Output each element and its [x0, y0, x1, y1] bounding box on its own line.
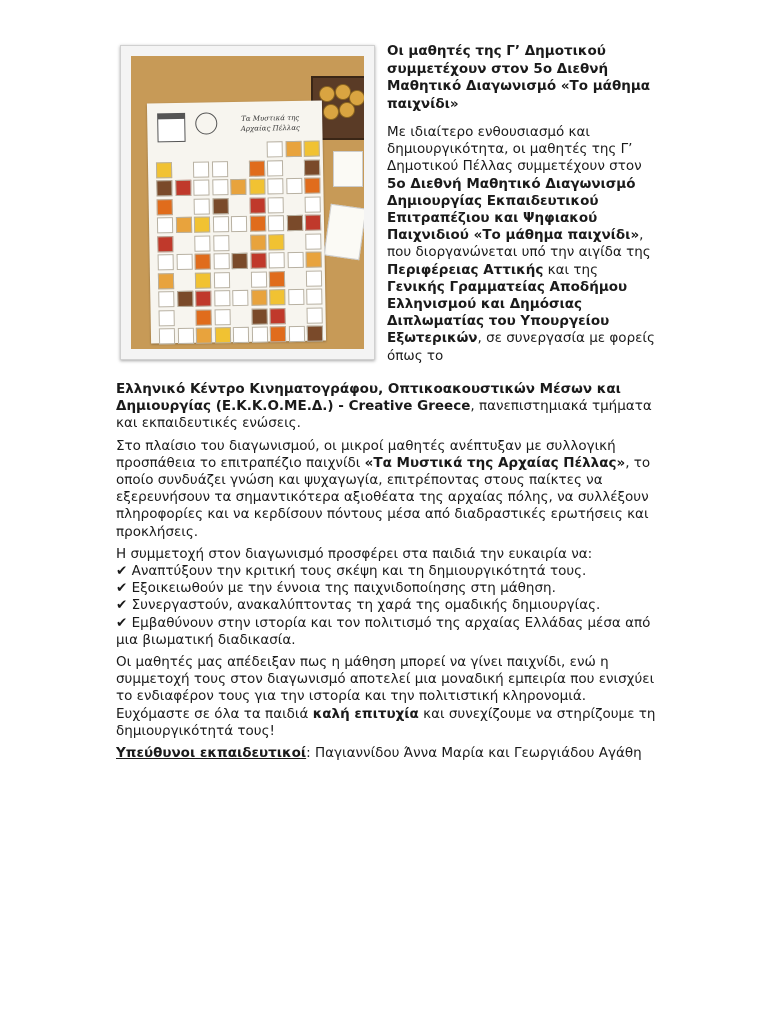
benefit-item: ✔ Αναπτύξουν την κριτική τους σκέψη και τη δημιουργικότητά τους.: [116, 563, 587, 580]
board-square: [268, 215, 284, 231]
board-square: [213, 253, 229, 269]
intro-paragraph-start: Με ιδιαίτερο ενθουσιασμό και δημιουργικότητα, οι μαθητές της Γ’ Δημοτικού Πέλλας συμμετέχουν στον 5ο Διεθνή Μαθητικό Διαγωνισμό Δημιουργίας Εκπαιδευτικού Επιτραπέζιου και Ψηφιακού Παιχνιδιού «Το μάθημα παιχνίδι», που διοργανώνεται υπό την αιγίδα της Περιφέρειας Αττικής και της Γενικής Γραμματείας Αποδήμου Ελληνισμού και Δημόσιας Διπλωματίας του Υπουργείου Εξωτερικών, σε συνεργασία με φορείς όπως το: [387, 124, 655, 364]
board-square: [250, 234, 266, 250]
board-square: [249, 215, 265, 231]
teachers-label: Υπεύθυνοι εκπαιδευτικοί: [116, 745, 307, 762]
board-square: [288, 289, 304, 305]
board-square: [156, 180, 172, 196]
board-square: [251, 326, 267, 342]
board-game-photo: [120, 45, 375, 360]
board-square: [305, 233, 321, 249]
board-square: [212, 179, 228, 195]
board-title: Τα Μυστικά της Αρχαίας Πέλλας: [240, 113, 300, 133]
board-square: [213, 235, 229, 251]
benefits-paragraph: [116, 546, 656, 649]
board-square: [251, 289, 267, 305]
board-square: [304, 178, 320, 194]
board-square: [175, 180, 191, 196]
globe-drawing-icon: [195, 112, 217, 134]
board-square: [193, 179, 209, 195]
temple-drawing-icon: [157, 113, 186, 142]
board-square: [307, 326, 323, 342]
closing-paragraph: Οι μαθητές μας απέδειξαν πως η μάθηση μπορεί να γίνει παιχνίδι, ενώ η συμμετοχή τους στον διαγωνισμό αποτελεί μια μοναδική εμπειρία που ενισχύει το ενδιαφέρον τους για την ιστορία και την πολιτιστική κληρονομιά. Ευχόμαστε σε όλα τα παιδιά καλή επιτυχία και συνεχίζουμε να στηρίζουμε τη δημιουργικότητά τους!: [116, 654, 656, 739]
board-square: [214, 290, 230, 306]
board-square: [159, 328, 175, 344]
board-square: [195, 253, 211, 269]
board-square: [212, 216, 228, 232]
board-square: [269, 289, 285, 305]
board-square: [157, 199, 173, 215]
article-body: [116, 381, 656, 767]
board-square: [268, 197, 284, 213]
board-square: [196, 309, 212, 325]
board-square: [285, 141, 301, 157]
board-squares: [147, 100, 322, 103]
board-square: [286, 178, 302, 194]
board-square: [305, 196, 321, 212]
board-square: [269, 271, 285, 287]
board-square: [267, 141, 283, 157]
board-square: [157, 236, 173, 252]
board-square: [231, 216, 247, 232]
board-square: [249, 179, 265, 195]
board-square: [157, 217, 173, 233]
board-square: [267, 160, 283, 176]
board-square: [250, 252, 266, 268]
board-square: [158, 254, 174, 270]
game-board: [147, 100, 326, 343]
board-square: [288, 326, 304, 342]
board-square: [177, 328, 193, 344]
board-square: [304, 141, 320, 157]
board-square: [158, 273, 174, 289]
board-square: [269, 252, 285, 268]
board-square: [270, 308, 286, 324]
board-square: [230, 179, 246, 195]
board-square: [194, 216, 210, 232]
benefits-intro: Η συμμετοχή στον διαγωνισμό προσφέρει στα παιδιά την ευκαιρία να:: [116, 545, 593, 562]
board-square: [214, 327, 230, 343]
board-square: [194, 198, 210, 214]
board-square: [211, 161, 227, 177]
board-square: [306, 289, 322, 305]
board-square: [250, 271, 266, 287]
board-square: [305, 215, 321, 231]
board-square: [213, 272, 229, 288]
article-title: Οι μαθητές της Γ’ Δημοτικού συμμετέχουν στον 5ο Διεθνή Μαθητικό Διαγωνισμό «Το μάθημα παιχνίδι»: [387, 43, 651, 112]
board-square: [251, 308, 267, 324]
board-square: [286, 215, 302, 231]
board-square: [268, 234, 284, 250]
board-square: [194, 235, 210, 251]
teachers-names: : Παγιαννίδου Άννα Μαρία και Γεωργιάδου Αγάθη: [306, 745, 642, 762]
benefit-item: ✔ Εμβαθύνουν στην ιστορία και τον πολιτισμό της αρχαίας Ελλάδας μέσα από μια βιωματική διαδικασία.: [116, 614, 651, 648]
board-square: [233, 327, 249, 343]
board-square: [249, 197, 265, 213]
board-square: [232, 253, 248, 269]
board-square: [270, 326, 286, 342]
board-square: [177, 291, 193, 307]
board-square: [176, 254, 192, 270]
benefit-item: ✔ Συνεργαστούν, ανακαλύπτοντας τη χαρά της ομαδικής δημιουργίας.: [116, 597, 601, 614]
board-square: [156, 162, 172, 178]
board-square: [306, 252, 322, 268]
board-square: [212, 198, 228, 214]
board-square: [214, 309, 230, 325]
photo-content: [131, 56, 364, 349]
board-square: [175, 217, 191, 233]
game-description-paragraph: Στο πλαίσιο του διαγωνισμού, οι μικροί μαθητές ανέπτυξαν με συλλογική προσπάθεια το επιτραπέζιο παιχνίδι «Τα Μυστικά της Αρχαίας Πέλλας», το οποίο συνδυάζει γνώση και ψυχαγωγία, επιτρέποντας στους παίκτες να εξερευνήσουν τα σημαντικότερα αξιοθέατα της αρχαίας πόλης, να συλλέξουν πληροφορίες και να κερδίσουν πόντους μέσα από διαδραστικές ερωτήσεις και προκλήσεις.: [116, 437, 651, 540]
board-square: [196, 327, 212, 343]
board-square: [304, 159, 320, 175]
board-square: [195, 272, 211, 288]
board-square: [306, 270, 322, 286]
board-square: [159, 310, 175, 326]
board-square: [306, 307, 322, 323]
board-square: [287, 252, 303, 268]
rules-card: [324, 204, 364, 261]
benefit-item: ✔ Εξοικειωθούν με την έννοια της παιχνιδοποίησης στη μάθηση.: [116, 580, 556, 597]
game-card: [333, 151, 363, 187]
board-square: [158, 291, 174, 307]
board-square: [195, 290, 211, 306]
board-square: [267, 178, 283, 194]
teachers-paragraph: [116, 745, 656, 762]
board-square: [193, 161, 209, 177]
board-square: [248, 160, 264, 176]
board-square: [232, 290, 248, 306]
intro-paragraph-end: Ελληνικό Κέντρο Κινηματογράφου, Οπτικοακουστικών Μέσων και Δημιουργίας (Ε.Κ.Κ.Ο.ΜΕ.Δ.) - Creative Greece, πανεπιστημιακά τμήματα και εκπαιδευτικές ενώσεις.: [116, 381, 652, 432]
